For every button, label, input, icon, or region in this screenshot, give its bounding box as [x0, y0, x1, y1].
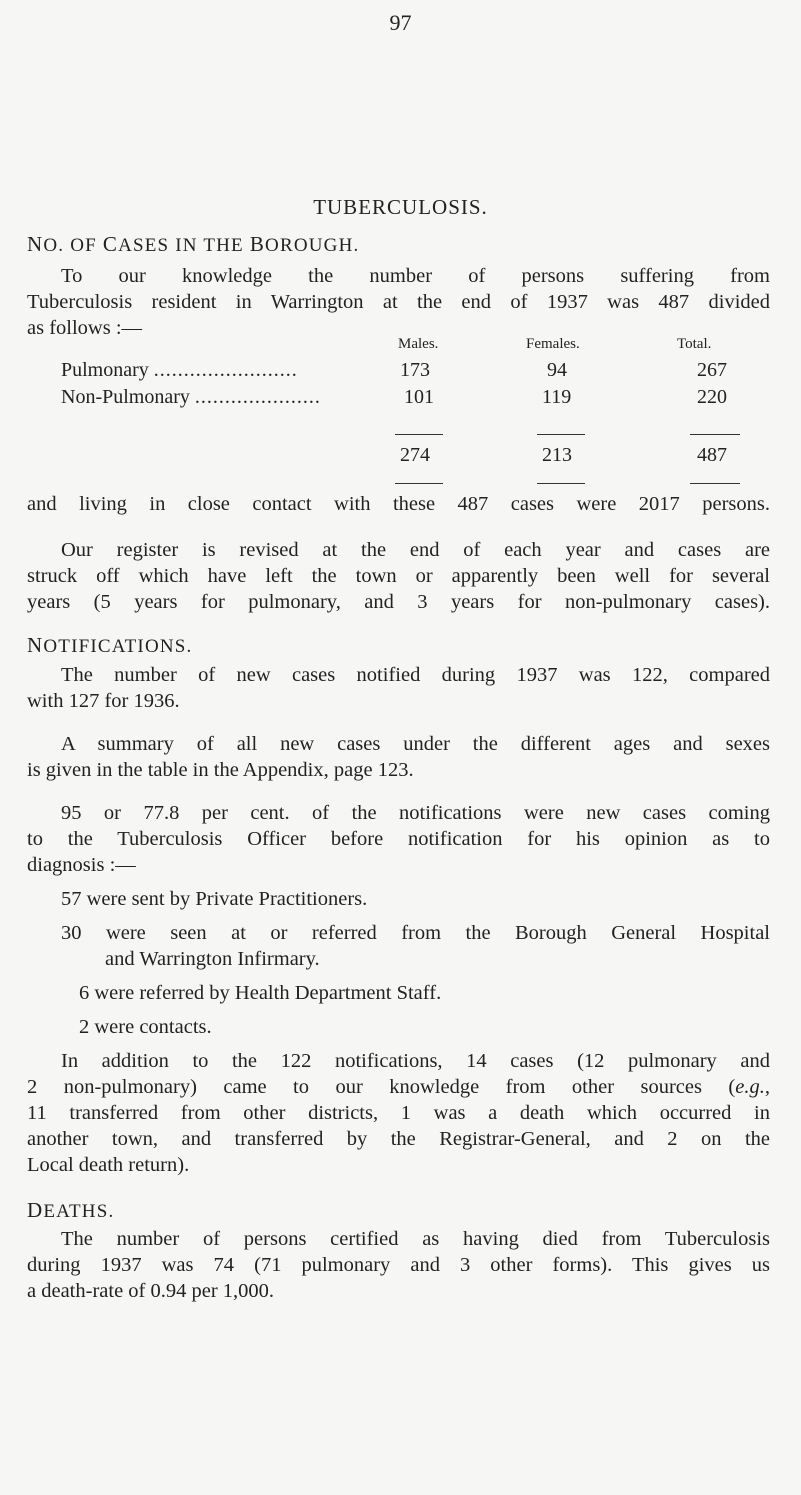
after-table-line: and living in close contact with these 487 cases were 2017 persons.: [27, 493, 770, 515]
notif-p4-line-4: another town, and transferred by the Registrar-General, and 2 on the: [27, 1128, 770, 1150]
intro-line-3: as follows :—: [27, 317, 143, 339]
text-run: 2 non-pulmonary) came to our knowledge from other sources (: [27, 1076, 736, 1098]
total-rule: [537, 483, 585, 484]
table-row-label: [61, 386, 321, 409]
notif-p1-line-2: with 127 for 1936.: [27, 690, 180, 712]
notif-p4-line-5: Local death return).: [27, 1154, 190, 1176]
notif-p4-line-3: 11 transferred from other districts, 1 was a death which occurred in: [27, 1102, 770, 1124]
total-rule: [537, 434, 585, 435]
heading-cap: C: [102, 232, 119, 256]
col-header-total: Total.: [677, 336, 712, 352]
heading-cap: N: [27, 232, 44, 256]
heading-small: O. OF: [43, 235, 103, 256]
notif-p2-line-2: is given in the table in the Appendix, page 123.: [27, 759, 414, 781]
list-item: 6 were referred by Health Department Staff.: [79, 982, 442, 1004]
register-line-1: Our register is revised at the end of each year and cases are: [61, 539, 770, 561]
total-rule: [395, 434, 443, 435]
heading-small: ASES IN THE: [118, 235, 250, 256]
deaths-line-2: during 1937 was 74 (71 pulmonary and 3 other forms). This gives us: [27, 1254, 770, 1276]
intro-line-1: To our knowledge the number of persons suffering from: [61, 265, 770, 287]
notif-p3-line-2: to the Tuberculosis Officer before notification for his opinion as to: [27, 828, 770, 850]
heading-cap: D: [27, 1198, 44, 1222]
notif-p4-line-2: [27, 1074, 770, 1100]
page-title: TUBERCULOSIS.: [313, 195, 488, 219]
heading-small: EATHS.: [43, 1201, 115, 1222]
table-total-cell: 274: [400, 444, 430, 466]
notif-p3-line-3: diagnosis :—: [27, 854, 136, 876]
deaths-line-3: a death-rate of 0.94 per 1,000.: [27, 1280, 275, 1302]
table-total-cell: 213: [542, 444, 572, 466]
table-row-label: [61, 359, 298, 382]
list-item: 2 were contacts.: [79, 1016, 212, 1038]
table-cell: 220: [697, 386, 727, 408]
heading-small: OTIFICATIONS.: [43, 636, 193, 657]
page-number: 97: [389, 10, 412, 35]
total-rule: [690, 434, 740, 435]
list-item: 30 were seen at or referred from the Borough General Hospital: [61, 922, 770, 944]
heading-cap: B: [249, 232, 266, 256]
notif-p1-line-1: The number of new cases notified during 1937 was 122, compared: [61, 664, 770, 686]
list-item: 57 were sent by Private Practitioners.: [61, 888, 368, 910]
section-heading-notifications: [27, 633, 193, 658]
dot-leader: ........................: [153, 359, 298, 381]
table-cell: 267: [697, 359, 727, 381]
heading-small: OROUGH.: [265, 235, 360, 256]
col-header-males: Males.: [398, 336, 439, 352]
row-label-text: Non-Pulmonary: [61, 386, 190, 408]
row-label-text: Pulmonary: [61, 359, 149, 381]
section-heading-deaths: [27, 1198, 114, 1223]
notif-p3-line-1: 95 or 77.8 per cent. of the notifications were new cases coming: [61, 802, 770, 824]
table-cell: 101: [404, 386, 434, 408]
notif-p4-line-1: In addition to the 122 notifications, 14 cases (12 pulmonary and: [61, 1050, 770, 1072]
section-heading-cases: [27, 232, 359, 257]
italic-text: e.g.: [735, 1076, 765, 1098]
intro-line-2: Tuberculosis resident in Warrington at the end of 1937 was 487 divided: [27, 291, 770, 313]
list-item-continuation: and Warrington Infirmary.: [105, 948, 320, 970]
text-run: ,: [764, 1076, 770, 1098]
table-cell: 94: [547, 359, 567, 381]
col-header-females: Females.: [526, 336, 580, 352]
dot-leader: .....................: [194, 386, 321, 408]
table-cell: 119: [542, 386, 572, 408]
register-line-2: struck off which have left the town or apparently been well for several: [27, 565, 770, 587]
total-rule: [395, 483, 443, 484]
table-cell: 173: [400, 359, 430, 381]
register-line-3: years (5 years for pulmonary, and 3 years for non-pulmonary cases).: [27, 591, 770, 613]
notif-p2-line-1: A summary of all new cases under the different ages and sexes: [61, 733, 770, 755]
table-total-cell: 487: [697, 444, 727, 466]
deaths-line-1: The number of persons certified as having died from Tuberculosis: [61, 1228, 770, 1250]
total-rule: [690, 483, 740, 484]
heading-cap: N: [27, 633, 44, 657]
